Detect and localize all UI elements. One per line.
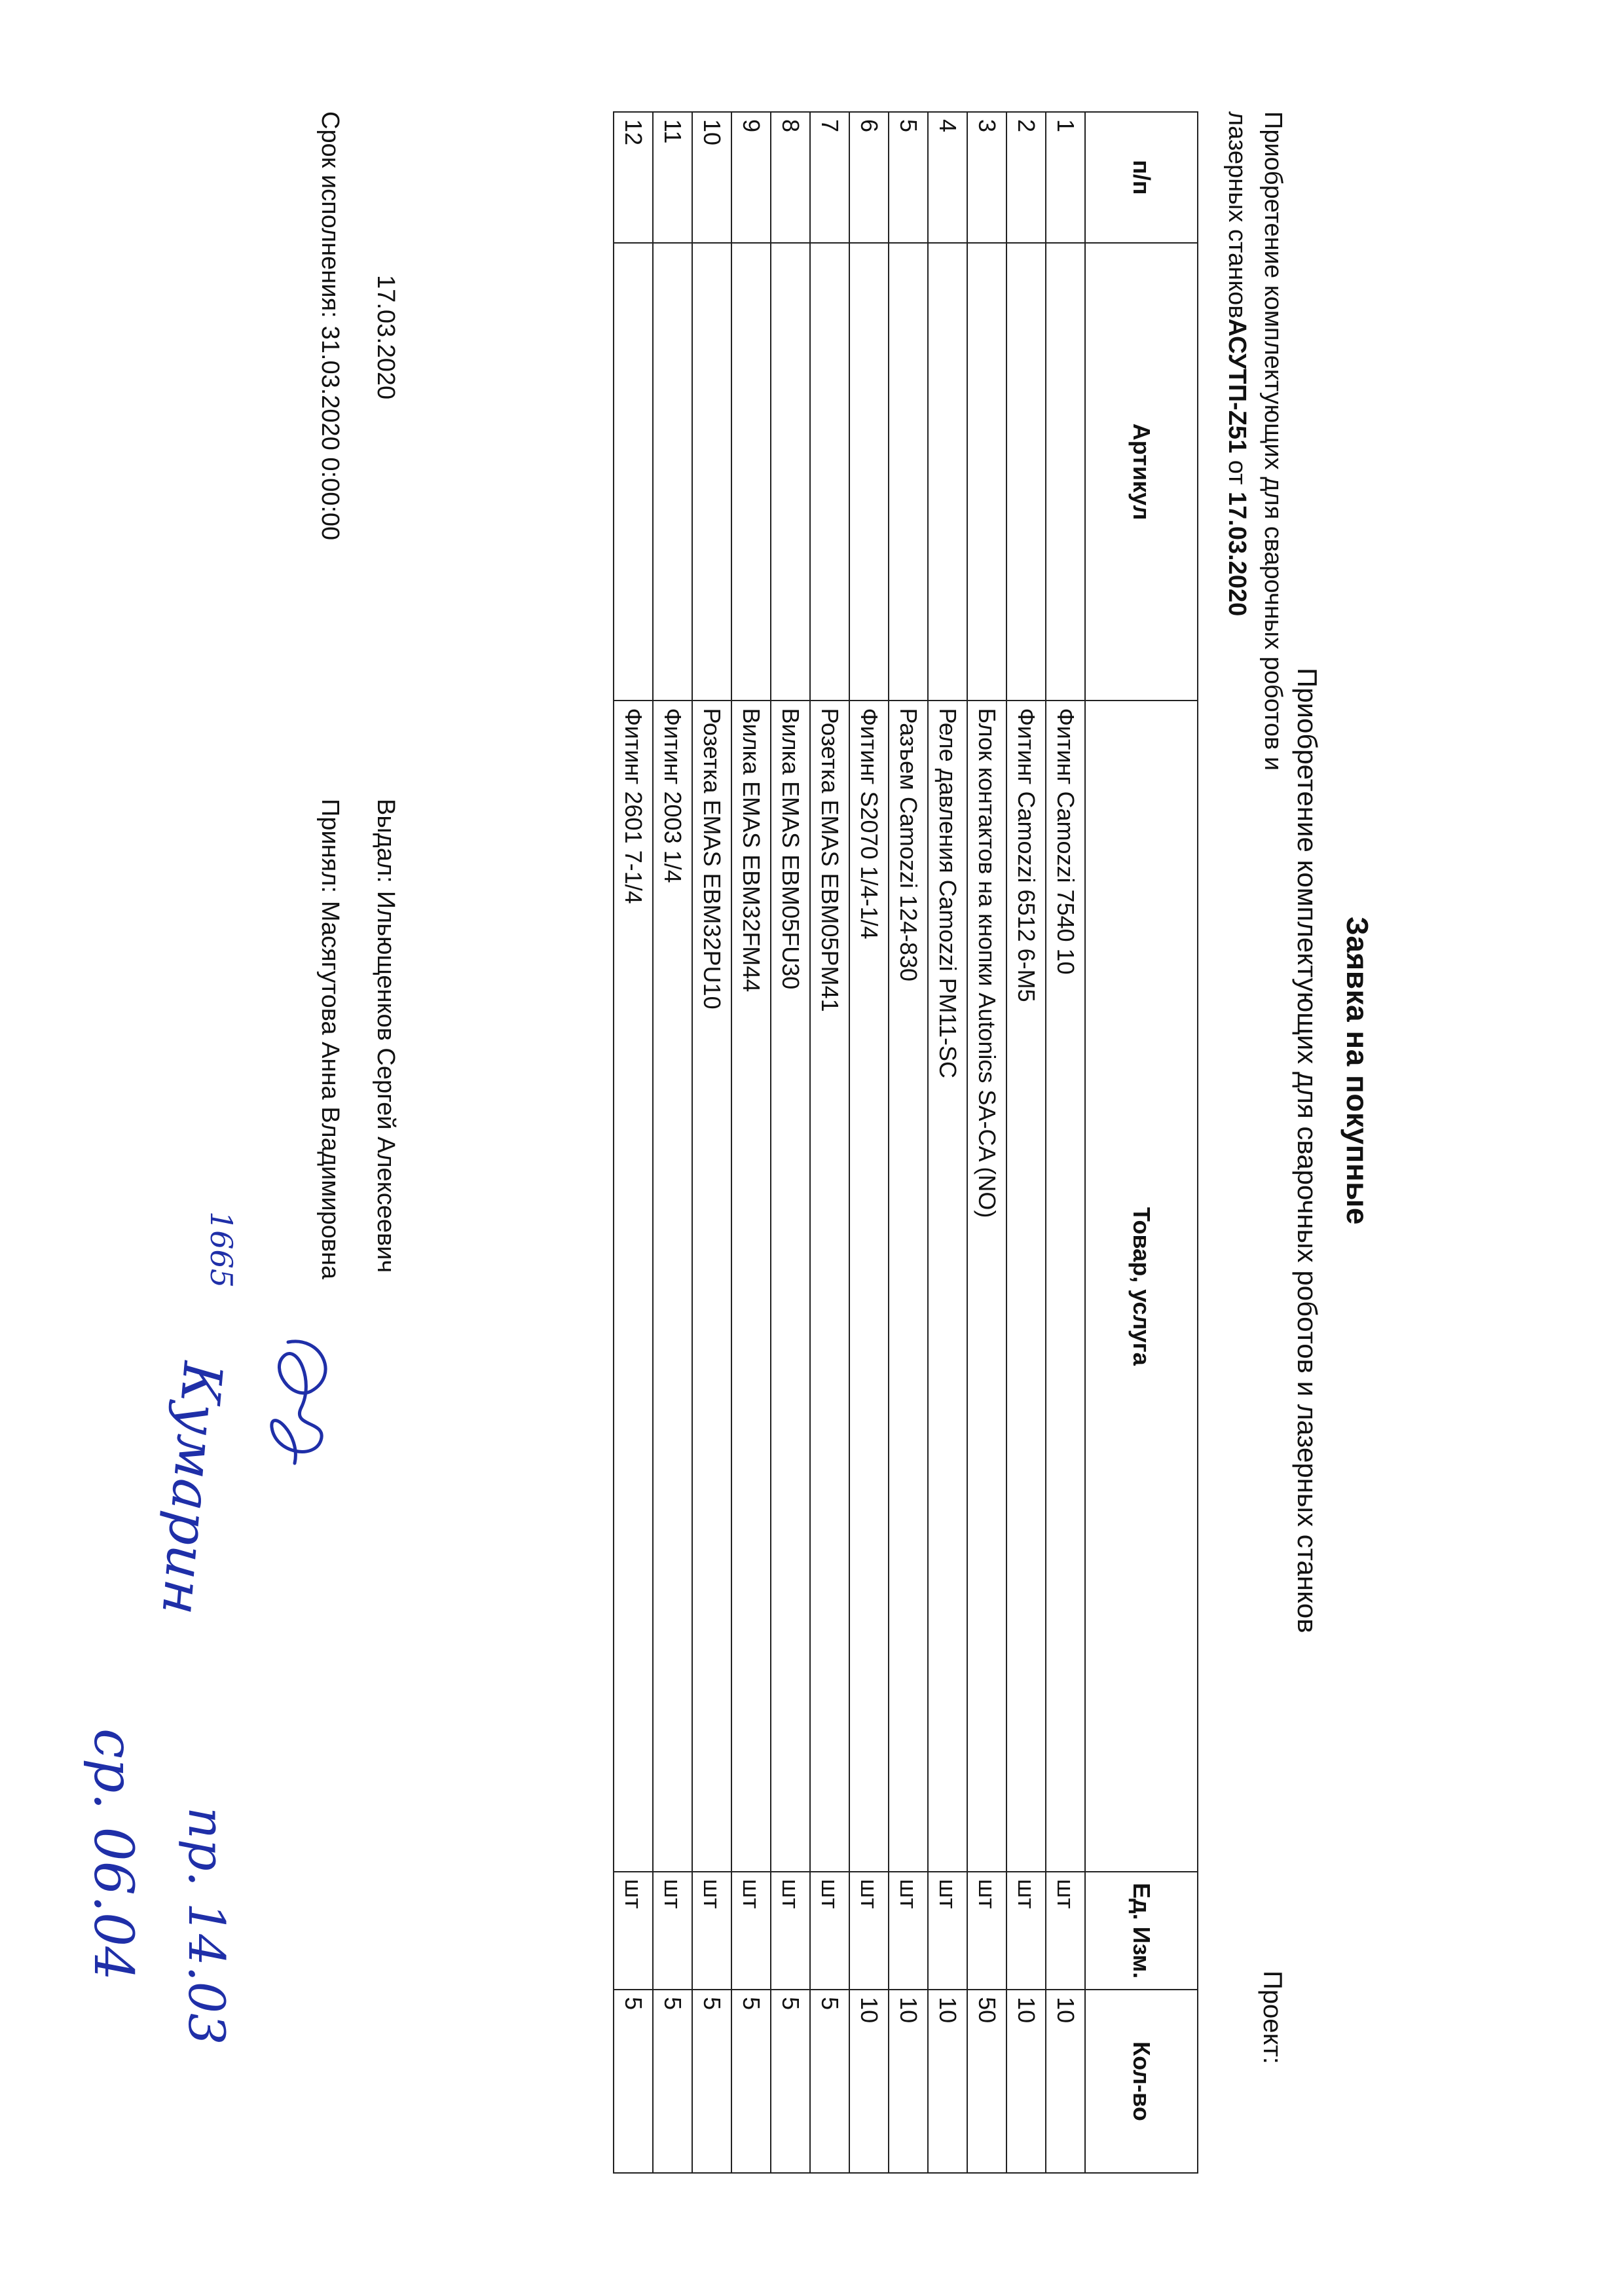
cell-num: 8 bbox=[771, 112, 810, 243]
items-table bbox=[613, 111, 1198, 2174]
table-row bbox=[967, 112, 1006, 2173]
cell-product: Фитинг 2601 7-1/4 bbox=[614, 701, 653, 1872]
cell-qty: 10 bbox=[1006, 1990, 1046, 2173]
cell-qty: 5 bbox=[614, 1990, 653, 2173]
cell-unit: шт bbox=[967, 1872, 1006, 1990]
header-num: п/п bbox=[1085, 112, 1198, 243]
cell-article bbox=[928, 243, 967, 701]
issued-label: Выдал: bbox=[372, 799, 399, 883]
cell-product: Фитинг 2003 1/4 bbox=[653, 701, 692, 1872]
cell-unit: шт bbox=[771, 1872, 810, 1990]
description-date: 17.03.2020 bbox=[1223, 492, 1251, 617]
table-row bbox=[849, 112, 889, 2173]
cell-product: Разъем Camozzi 124-830 bbox=[889, 701, 928, 1872]
cell-unit: шт bbox=[889, 1872, 928, 1990]
cell-num: 2 bbox=[1006, 112, 1046, 243]
cell-product: Вилка EMAS EBM05FU30 bbox=[771, 701, 810, 1872]
table-row bbox=[1046, 112, 1085, 2173]
cell-num: 11 bbox=[653, 112, 692, 243]
issued-name: Ильющенков Сергей Алексеевич bbox=[372, 890, 399, 1273]
cell-num: 10 bbox=[692, 112, 731, 243]
cell-unit: шт bbox=[614, 1872, 653, 1990]
table-row bbox=[928, 112, 967, 2173]
cell-num: 1 bbox=[1046, 112, 1085, 243]
cell-num: 4 bbox=[928, 112, 967, 243]
cell-num: 5 bbox=[889, 112, 928, 243]
handwritten-note: 1665 bbox=[204, 1211, 239, 1288]
cell-article bbox=[889, 243, 928, 701]
deadline bbox=[316, 111, 344, 540]
cell-num: 9 bbox=[731, 112, 771, 243]
description-line-2-text: лазерных станков bbox=[1223, 111, 1251, 319]
cell-product: Вилка EMAS EBM32FM44 bbox=[731, 701, 771, 1872]
cell-qty: 10 bbox=[928, 1990, 967, 2173]
cell-product: Фитинг S2070 1/4-1/4 bbox=[849, 701, 889, 1872]
cell-article bbox=[653, 243, 692, 701]
header-qty: Кол-во bbox=[1085, 1990, 1198, 2173]
cell-article bbox=[1006, 243, 1046, 701]
cell-product: Реле давления Camozzi PM11-SC bbox=[928, 701, 967, 1872]
cell-qty: 5 bbox=[692, 1990, 731, 2173]
cell-qty: 5 bbox=[731, 1990, 771, 2173]
description-line-1: Приобретение комплектующих для сварочных роботов и bbox=[1259, 111, 1287, 771]
description-from: от bbox=[1223, 453, 1251, 492]
cell-article bbox=[810, 243, 849, 701]
initials-signature bbox=[249, 1329, 347, 1473]
cell-qty: 10 bbox=[1046, 1990, 1085, 2173]
cell-product: Блок контактов на кнопки Autonics SA-CA (NO) bbox=[967, 701, 1006, 1872]
cell-qty: 50 bbox=[967, 1990, 1006, 2173]
cell-article bbox=[849, 243, 889, 701]
accepted-label: Принял: bbox=[316, 799, 344, 893]
project-label: Проект: bbox=[1258, 1971, 1287, 2064]
cell-num: 12 bbox=[614, 112, 653, 243]
document-title: Заявка на покупные bbox=[1340, 917, 1375, 1225]
cell-unit: шт bbox=[810, 1872, 849, 1990]
accepted-name: Масягутова Анна Владимировна bbox=[316, 900, 344, 1280]
accepted-by bbox=[316, 799, 344, 1279]
cell-unit: шт bbox=[653, 1872, 692, 1990]
cell-article bbox=[967, 243, 1006, 701]
table-row bbox=[889, 112, 928, 2173]
cell-product: Фитинг Camozzi 6512 6-M5 bbox=[1006, 701, 1046, 1872]
cell-product: Фитинг Camozzi 7540 10 bbox=[1046, 701, 1085, 1872]
cell-article bbox=[1046, 243, 1085, 701]
header-product: Товар, услуга bbox=[1085, 701, 1198, 1872]
deadline-label: Срок исполнения: bbox=[316, 111, 344, 318]
cell-unit: шт bbox=[692, 1872, 731, 1990]
cell-num: 3 bbox=[967, 112, 1006, 243]
table-row bbox=[771, 112, 810, 2173]
cell-qty: 10 bbox=[889, 1990, 928, 2173]
description-code: АСУТП-Z51 bbox=[1223, 318, 1251, 454]
cell-article bbox=[692, 243, 731, 701]
cell-product: Розетка EMAS EBM32PU10 bbox=[692, 701, 731, 1872]
table-row bbox=[810, 112, 849, 2173]
header-unit: Ед. Изм. bbox=[1085, 1872, 1198, 1990]
description-line-2 bbox=[1223, 111, 1251, 616]
document-date: 17.03.2020 bbox=[372, 275, 399, 400]
table-row bbox=[614, 112, 653, 2173]
table-row bbox=[1006, 112, 1046, 2173]
table-header-row bbox=[1085, 112, 1198, 2173]
header-article: Артикул bbox=[1085, 243, 1198, 701]
cell-article bbox=[731, 243, 771, 701]
cell-qty: 5 bbox=[771, 1990, 810, 2173]
cell-unit: шт bbox=[928, 1872, 967, 1990]
cell-num: 6 bbox=[849, 112, 889, 243]
document-subtitle: Приобретение комплектующих для сварочных роботов и лазерных станков bbox=[1292, 668, 1323, 1633]
cell-product: Розетка EMAS EBM05PM41 bbox=[810, 701, 849, 1872]
handwritten-signature: Кумарин bbox=[149, 1359, 234, 1618]
issued-by bbox=[371, 799, 399, 1273]
table-row bbox=[731, 112, 771, 2173]
cell-qty: 5 bbox=[810, 1990, 849, 2173]
handwritten-date-1: пр. 14.03 bbox=[177, 1807, 236, 2045]
deadline-value: 31.03.2020 0:00:00 bbox=[316, 325, 344, 541]
cell-qty: 5 bbox=[653, 1990, 692, 2173]
cell-unit: шт bbox=[1006, 1872, 1046, 1990]
cell-qty: 10 bbox=[849, 1990, 889, 2173]
cell-unit: шт bbox=[731, 1872, 771, 1990]
handwritten-date-2: ср. 06.04 bbox=[82, 1728, 144, 1981]
table-row bbox=[653, 112, 692, 2173]
table-row bbox=[692, 112, 731, 2173]
cell-article bbox=[614, 243, 653, 701]
cell-article bbox=[771, 243, 810, 701]
cell-num: 7 bbox=[810, 112, 849, 243]
cell-unit: шт bbox=[1046, 1872, 1085, 1990]
cell-unit: шт bbox=[849, 1872, 889, 1990]
